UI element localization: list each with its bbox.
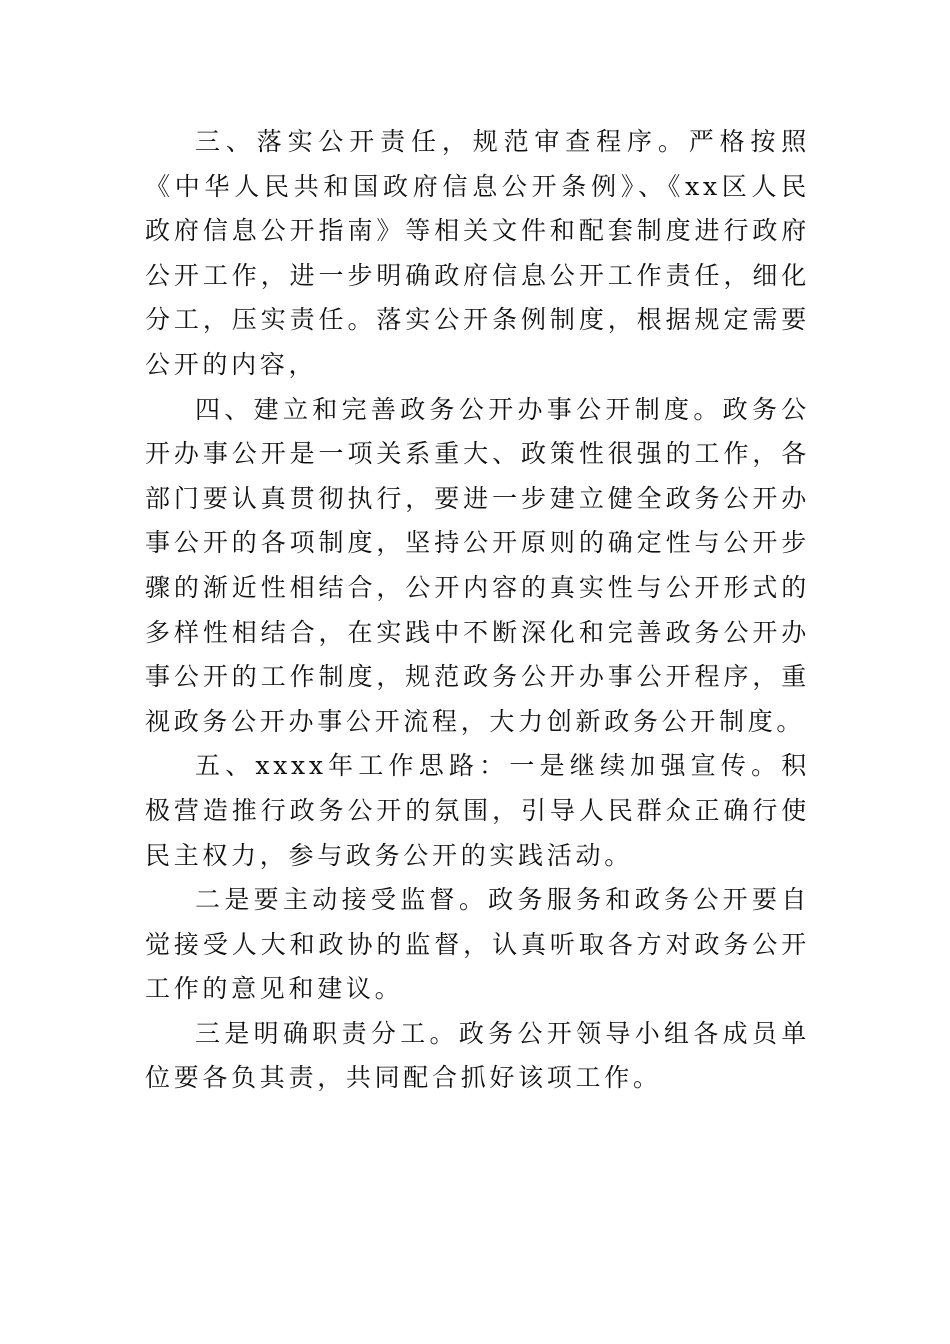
paragraph-responsibility: 三是明确职责分工。政务公开领导小组各成员单位要各负其责，共同配合抓好该项工作。 (145, 1018, 810, 1093)
paragraph-section-3: 三、落实公开责任，规范审查程序。严格按照《中华人民共和国政府信息公开条例》、《xx区人民政府信息公开指南》等相关文件和配套制度进行政府公开工作，进一步明确政府信息公开工作责任，细化分工，压实责任。落实公开条例制度，根据规定需要公开的内容， (145, 127, 810, 379)
paragraph-supervision: 二是要主动接受监督。政务服务和政务公开要自觉接受人大和政协的监督，认真听取各方对政务公开工作的意见和建议。 (145, 885, 810, 1004)
document-body (145, 120, 810, 1101)
paragraph-section-4: 四、建立和完善政务公开办事公开制度。政务公开办事公开是一项关系重大、政策性很强的工作，各部门要认真贯彻执行，要进一步建立健全政务公开办事公开的各项制度，坚持公开原则的确定性与公开步骤的渐近性相结合，公开内容的真实性与公开形式的多样性相结合，在实践中不断深化和完善政务公开办事公开的工作制度，规范政务公开办事公开程序，重视政务公开办事公开流程，大力创新政务公开制度。 (145, 394, 810, 736)
paragraph-section-5: 五、xxxx年工作思路：一是继续加强宣传。积极营造推行政务公开的氛围，引导人民群众正确行使民主权力，参与政务公开的实践活动。 (145, 751, 810, 870)
